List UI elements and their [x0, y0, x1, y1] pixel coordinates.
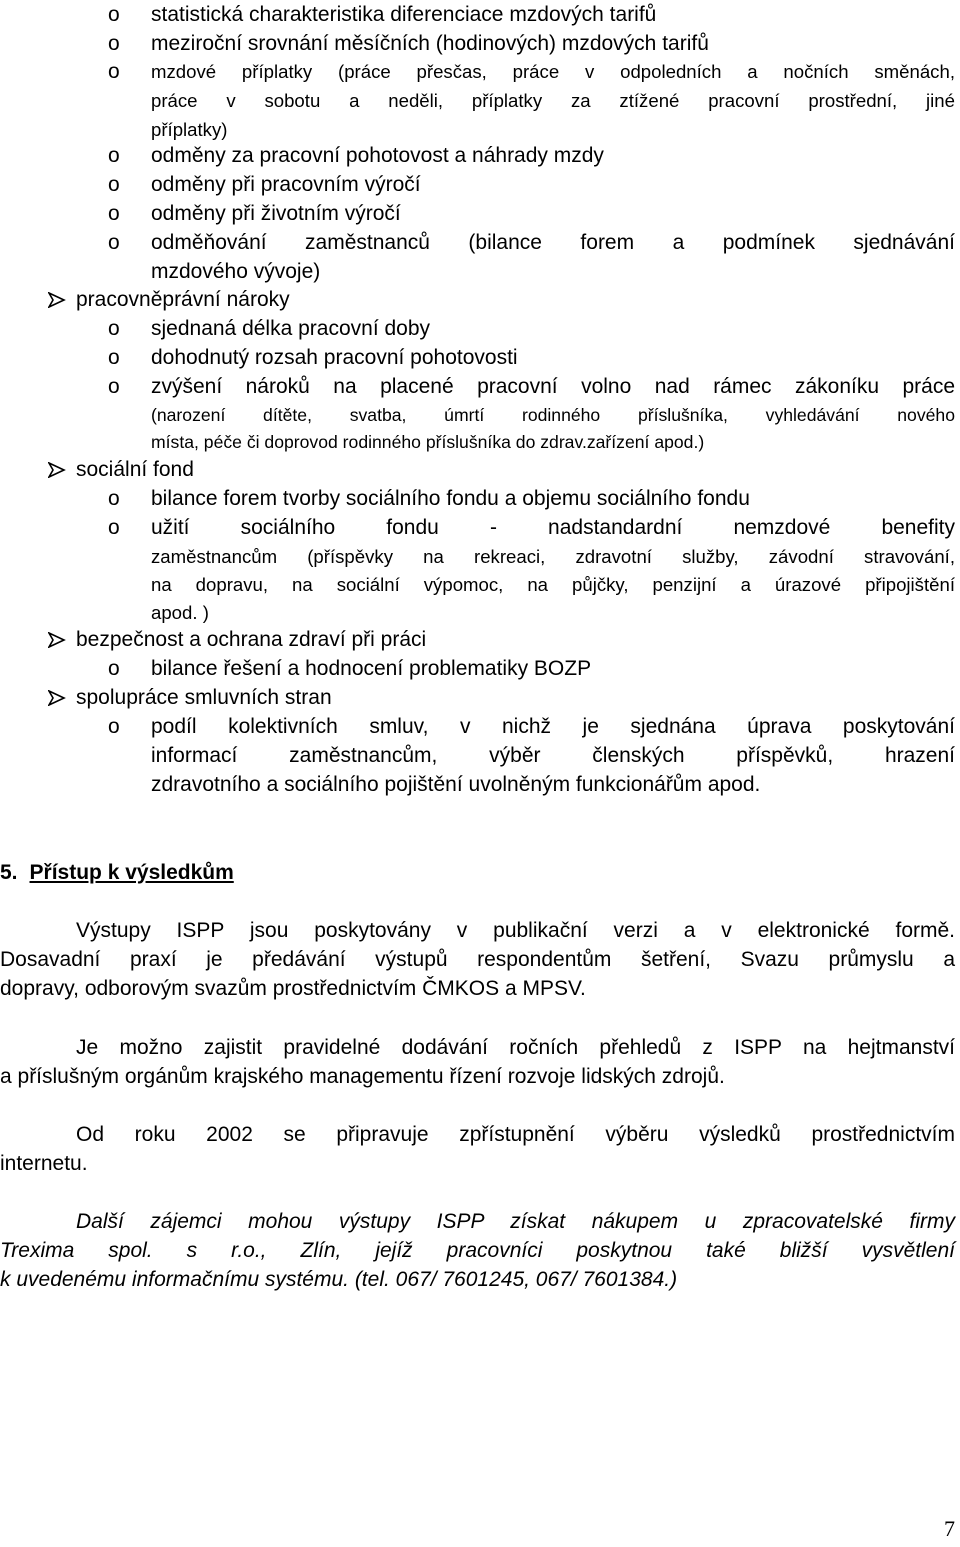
list-item: bilance řešení a hodnocení problematiky BOZP [151, 657, 592, 680]
list-bullet: o [108, 657, 120, 680]
list-bullet: o [108, 346, 120, 369]
list-item: sjednaná délka pracovní doby [151, 317, 431, 340]
list-item: odměny za pracovní pohotovost a náhrady mzdy [151, 144, 604, 167]
paragraph-line: a příslušným orgánům krajského managementu řízení rozvoje lidských zdrojů. [0, 1065, 725, 1088]
list-item: odměny při pracovním výročí [151, 173, 421, 196]
section-title: pracovněprávní nároky [76, 288, 290, 311]
list-item-continued: zaměstnancům (příspěvky na rekreaci, zdravotní služby, závodní stravování, [151, 546, 955, 567]
list-item: odměny při životním výročí [151, 202, 401, 225]
list-item: mzdové příplatky (práce přesčas, práce v odpoledních a nočních směnách, [151, 61, 955, 82]
list-item-continued: (narození dítěte, svatba, úmrtí rodinného příslušníka, vyhledávání nového [151, 405, 955, 425]
list-item-continued: apod. ) [151, 602, 209, 623]
section-title: spolupráce smluvních stran [76, 686, 332, 709]
arrow-bullet-icon [48, 690, 66, 706]
list-item-continued: na dopravu, na sociální výpomoc, na půjčky, penzijní a úrazové připojištění [151, 574, 955, 595]
list-bullet: o [108, 317, 120, 340]
list-item: statistická charakteristika diferenciace mzdových tarifů [151, 3, 657, 26]
list-item: bilance forem tvorby sociálního fondu a objemu sociálního fondu [151, 487, 750, 510]
list-item-continued: zdravotního a sociálního pojištění uvolněným funkcionářům apod. [151, 773, 761, 796]
list-bullet: o [108, 231, 120, 254]
list-bullet: o [108, 715, 120, 738]
list-item: dohodnutý rozsah pracovní pohotovosti [151, 346, 518, 369]
list-item: užití sociálního fondu - nadstandardní nemzdové benefity [151, 516, 955, 539]
chapter-title: Přístup k výsledkům [29, 861, 234, 884]
section-title: bezpečnost a ochrana zdraví při práci [76, 628, 427, 651]
list-item-continued: práce v sobotu a neděli, příplatky za ztížené pracovní prostřední, jiné [151, 90, 955, 111]
list-item: odměňování zaměstnanců (bilance forem a podmínek sjednávání [151, 231, 955, 254]
list-item: podíl kolektivních smluv, v nichž je sjednána úprava poskytování [151, 715, 955, 738]
paragraph-line: Trexima spol. s r.o., Zlín, jejíž pracovníci poskytnou také bližší vysvětlení [0, 1239, 955, 1262]
chapter-number: 5. [0, 861, 18, 884]
list-item-continued: příplatky) [151, 119, 228, 140]
paragraph-line: Výstupy ISPP jsou poskytovány v publikační verzi a v elektronické formě. [76, 919, 955, 942]
list-bullet: o [108, 3, 120, 26]
paragraph-line: internetu. [0, 1152, 88, 1175]
list-bullet: o [108, 375, 120, 398]
list-item-continued: místa, péče či doprovod rodinného příslušníka do zdrav.zařízení apod.) [151, 432, 705, 452]
paragraph-line: Od roku 2002 se připravuje zpřístupnění výběru výsledků prostřednictvím [76, 1123, 955, 1146]
list-bullet: o [108, 516, 120, 539]
list-bullet: o [108, 487, 120, 510]
page-number: 7 [944, 1516, 955, 1541]
chapter-heading [0, 858, 234, 887]
arrow-bullet-icon [48, 292, 66, 308]
list-bullet: o [108, 60, 120, 83]
list-item: zvýšení nároků na placené pracovní volno nad rámec zákoníku práce [151, 375, 955, 398]
list-bullet: o [108, 32, 120, 55]
paragraph-line: dopravy, odborovým svazům prostřednictvím ČMKOS a MPSV. [0, 977, 586, 1000]
paragraph-line: Dosavadní praxí je předávání výstupů respondentům šetření, Svazu průmyslu a [0, 948, 955, 971]
list-item-continued: informací zaměstnancům, výběr členských příspěvků, hrazení [151, 744, 955, 767]
paragraph-line: Je možno zajistit pravidelné dodávání ročních přehledů z ISPP na hejtmanství [76, 1036, 955, 1059]
list-bullet: o [108, 144, 120, 167]
paragraph-line: Další zájemci mohou výstupy ISPP získat nákupem u zpracovatelské firmy [76, 1210, 955, 1233]
section-title: sociální fond [76, 458, 194, 481]
arrow-bullet-icon [48, 462, 66, 478]
list-bullet: o [108, 202, 120, 225]
paragraph-line: k uvedenému informačnímu systému. (tel. 067/ 7601245, 067/ 7601384.) [0, 1268, 678, 1291]
list-bullet: o [108, 173, 120, 196]
arrow-bullet-icon [48, 632, 66, 648]
list-item: meziroční srovnání měsíčních (hodinových) mzdových tarifů [151, 32, 709, 55]
list-item-continued: mzdového vývoje) [151, 260, 321, 283]
